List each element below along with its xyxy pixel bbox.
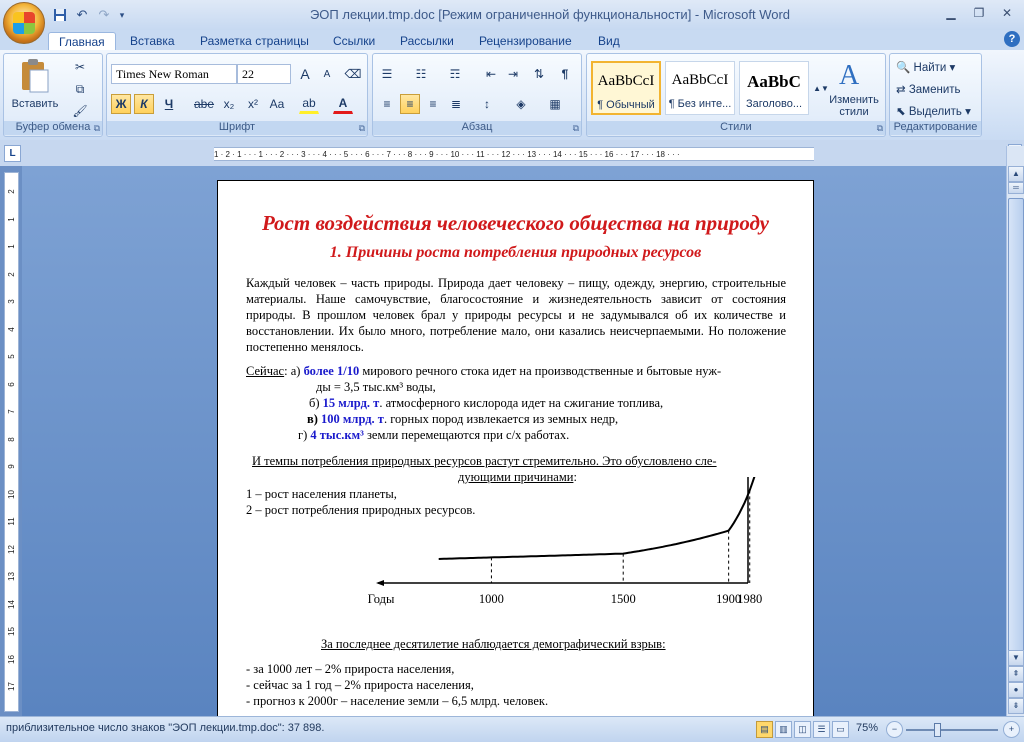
sort-icon[interactable]: ⇅	[533, 67, 545, 81]
vertical-ruler-label: 7	[7, 409, 16, 414]
paste-icon	[18, 58, 52, 94]
vertical-ruler-labels	[5, 173, 18, 711]
item-d-prefix: г)	[298, 428, 311, 442]
x-tick-label: 1000	[478, 592, 504, 606]
replace-button[interactable]	[896, 82, 961, 96]
vertical-ruler-label: 1	[7, 216, 16, 222]
vertical-scrollbar[interactable]	[1006, 146, 1024, 716]
decade-line: За последнее десятилетие наблюдается демографический взрыв:	[321, 637, 666, 651]
change-styles-button[interactable]	[825, 56, 883, 120]
tab-home[interactable]: Главная	[48, 32, 116, 50]
next-page-icon[interactable]: ⇟	[1008, 698, 1024, 714]
styles-group	[586, 53, 886, 137]
paragraph-group	[372, 53, 582, 137]
style-heading[interactable]	[739, 61, 809, 115]
title-bar	[0, 0, 1024, 30]
web-layout-icon[interactable]: ◫	[794, 721, 811, 738]
style-normal[interactable]	[591, 61, 661, 115]
replace-label: Заменить	[908, 84, 961, 96]
superscript-button[interactable]: x²	[248, 97, 258, 111]
series-line	[439, 477, 755, 559]
align-center-icon[interactable]: ≡	[400, 94, 420, 114]
undo-icon[interactable]: ↶	[76, 7, 88, 22]
vertical-ruler-label: 1	[7, 244, 16, 249]
help-icon[interactable]: ?	[1004, 31, 1020, 47]
vertical-ruler-label: 14	[7, 599, 16, 609]
scroll-down-icon[interactable]: ▼	[1008, 650, 1024, 666]
font-name-field[interactable]: Times New Roman	[111, 64, 237, 84]
paste-label: Вставить	[11, 98, 59, 110]
clipboard-group-label: Буфер обмена	[4, 121, 102, 135]
multilevel-list-icon[interactable]: ☶	[449, 67, 461, 81]
status-bar	[0, 716, 1024, 742]
style-no-spacing-name: ¶ Без инте...	[668, 98, 732, 110]
format-painter-icon[interactable]: 🖌	[72, 104, 88, 118]
vertical-ruler-label: 2	[7, 271, 16, 277]
vertical-ruler-label: 11	[7, 517, 16, 526]
tab-insert[interactable]: Вставка	[130, 34, 175, 48]
show-marks-icon[interactable]: ¶	[561, 67, 569, 81]
scroll-up-icon[interactable]: ▲	[1008, 166, 1024, 182]
vertical-ruler-label: 16	[7, 654, 16, 664]
minimize-icon[interactable]: ▁	[946, 6, 956, 20]
population-chart	[218, 477, 814, 637]
tempo-colon: :	[573, 470, 577, 484]
bullets-icon[interactable]: ☰	[381, 67, 393, 81]
print-layout-icon[interactable]: ▤	[756, 721, 773, 738]
borders-icon[interactable]: ▦	[549, 97, 561, 111]
vertical-ruler-label: 12	[7, 544, 16, 554]
office-button[interactable]	[3, 2, 45, 44]
document-title: Рост воздействия человеческого общества на природу	[261, 211, 770, 235]
find-button[interactable]: 🔍 Найти ▾	[896, 62, 956, 74]
zoom-out-icon[interactable]: −	[886, 721, 903, 738]
zoom-slider[interactable]	[906, 729, 998, 731]
vertical-ruler-label: 3	[7, 299, 16, 304]
change-styles-label: Изменить стили	[829, 94, 879, 118]
decrease-indent-icon[interactable]: ⇤	[485, 67, 497, 81]
zoom-level[interactable]: 75%	[856, 722, 879, 734]
style-normal-name: ¶ Обычный	[597, 99, 655, 111]
horizontal-ruler[interactable]: 1 · 2 · 1 · · · 1 · · · 2 · · · 3 · · · 4 · · · 5 · · · 6 · · · 7 · · · 8 · · · 9 · · · 10 · · · 11 · · · 12 · · · 13 · · · 14 · · · 15 · · · 16 · · · 17 · · · 18 · · ·	[214, 147, 814, 161]
tempo-line-1: И темпы потребления природных ресурсов растут стремительно. Это обусловлено сле-	[252, 454, 717, 468]
underline-button[interactable]: Ч	[164, 97, 174, 111]
paragraph-dialog-launcher-icon[interactable]: ⧉	[572, 123, 579, 133]
tab-page-layout[interactable]: Разметка страницы	[200, 34, 309, 48]
full-screen-reading-icon[interactable]: ▥	[775, 721, 792, 738]
tab-view[interactable]: Вид	[598, 34, 620, 48]
item-b-value: 15 млрд. т	[322, 396, 380, 410]
vertical-ruler-label: 4	[7, 326, 16, 332]
shrink-font-button[interactable]: A	[323, 68, 331, 80]
item-a-continuation: ды = 3,5 тыс.км³ воды,	[316, 380, 436, 394]
quick-access-toolbar	[50, 5, 128, 25]
reason-2: 2 – рост потребления природных ресурсов.	[246, 503, 476, 517]
style-no-spacing-preview: AaBbCcI	[671, 72, 729, 88]
item-c-text: . горных пород извлекается из земных недр,	[383, 412, 619, 426]
word-count-status[interactable]: приблизительное число знаков "ЭОП лекции.tmp.doc": 37 898.	[6, 722, 325, 734]
zoom-in-icon[interactable]: +	[1003, 721, 1020, 738]
item-d-value: 4 тыс.км³	[310, 428, 364, 442]
zoom-slider-thumb[interactable]	[934, 723, 941, 737]
previous-page-icon[interactable]: ⇞	[1008, 666, 1024, 682]
scroll-thumb[interactable]	[1008, 198, 1024, 668]
styles-group-label: Стили	[587, 121, 885, 135]
clipboard-group	[3, 53, 103, 137]
style-heading-name: Заголово...	[745, 98, 803, 110]
vertical-ruler-label: 9	[7, 464, 16, 469]
grow-font-button[interactable]: A	[300, 66, 310, 82]
vertical-ruler-label: 5	[7, 354, 16, 359]
change-case-button[interactable]: Aa	[269, 97, 285, 111]
strikethrough-button[interactable]: abe	[194, 97, 215, 111]
italic-button[interactable]: К	[134, 94, 154, 114]
save-icon[interactable]	[50, 6, 70, 24]
subscript-button[interactable]: x₂	[223, 97, 235, 111]
find-label: Найти	[913, 62, 947, 74]
draft-view-icon[interactable]: ▭	[832, 721, 849, 738]
ribbon-tabs	[0, 30, 1024, 50]
line-spacing-icon[interactable]: ↕	[484, 97, 490, 111]
close-icon[interactable]: ✕	[1001, 6, 1013, 20]
item-b-prefix: б)	[309, 396, 323, 410]
font-dialog-launcher-icon[interactable]: ⧉	[358, 123, 365, 133]
justify-icon[interactable]: ≣	[450, 97, 462, 111]
item-a-prefix: : а)	[284, 364, 304, 378]
clear-format-icon[interactable]: ⌫	[344, 67, 362, 81]
vertical-ruler-label: 17	[7, 682, 16, 691]
shading-icon[interactable]: ◈	[516, 97, 526, 111]
vertical-ruler-label: 13	[7, 572, 16, 581]
font-group-label: Шрифт	[107, 121, 367, 135]
qat-dropdown-icon[interactable]: ▾	[119, 9, 125, 20]
vertical-ruler-label: 2	[7, 189, 16, 194]
document-page[interactable]	[217, 180, 814, 720]
style-no-spacing[interactable]	[665, 61, 735, 115]
select-label: Выделить	[908, 106, 962, 118]
bullet-2: - сейчас за 1 год – 2% прироста населения,	[246, 678, 474, 692]
numbering-icon[interactable]: ☷	[415, 67, 427, 81]
dialog-launcher-icon[interactable]: ⧉	[93, 123, 100, 133]
increase-indent-icon[interactable]: ⇥	[507, 67, 519, 81]
item-d-line	[298, 427, 569, 443]
styles-dialog-launcher-icon[interactable]: ⧉	[876, 123, 883, 133]
select-icon: ⬉	[896, 106, 906, 118]
item-a-value: более 1/10	[303, 364, 360, 378]
copy-icon[interactable]: ⧉	[75, 81, 85, 96]
redo-icon[interactable]: ↷	[98, 7, 110, 22]
x-tick-label: 1980	[737, 592, 763, 606]
highlight-icon[interactable]: ab	[299, 94, 319, 114]
align-left-icon[interactable]: ≡	[383, 97, 391, 111]
now-label: Сейчас	[246, 364, 285, 378]
find-icon: 🔍	[896, 62, 911, 74]
item-a-line	[246, 363, 721, 379]
item-c-value: 100 млрд. т	[321, 412, 384, 426]
font-group	[106, 53, 368, 137]
intro-paragraph: Каждый человек – часть природы. Природа дает человеку – пищу, одежду, энергию, строительные материалы. Наше самочувствие, благосостояние и жизнедеятельность зависит от состояния природы. В прошлом человек брал у природы ресурсы и не задумывался об их количестве и восстановлении. Их было много, потребление мало, они казались неисчерпаемыми. Но положение постепенно менялось.	[246, 276, 786, 354]
document-subtitle: 1. Причины роста потребления природных ресурсов	[329, 244, 702, 261]
cut-icon[interactable]: ✂	[74, 60, 86, 74]
vertical-ruler-label: 6	[7, 381, 16, 387]
paragraph-group-label: Абзац	[373, 121, 581, 135]
change-styles-icon: A	[839, 60, 860, 91]
item-b-text: . атмосферного кислорода идет на сжигание топлива,	[379, 396, 664, 410]
reason-1: 1 – рост населения планеты,	[246, 487, 397, 501]
vertical-ruler-label: 8	[7, 436, 16, 442]
editing-group	[889, 53, 982, 137]
x-tick-label: 1900	[716, 592, 742, 606]
bullet-3: - прогноз к 2000г – население земли – 6,5 млрд. человек.	[246, 694, 549, 708]
item-c-prefix: в)	[307, 412, 322, 426]
tab-mailings[interactable]: Рассылки	[400, 34, 454, 48]
tab-references[interactable]: Ссылки	[333, 34, 376, 48]
tab-selector-button[interactable]: L	[4, 145, 21, 162]
item-b-line	[309, 395, 663, 411]
vertical-ruler-label: 15	[7, 627, 16, 636]
styles-scroll-icon[interactable]: ▲▼	[813, 83, 829, 93]
item-c-line	[307, 411, 618, 427]
office-logo-icon	[13, 12, 35, 34]
bold-button[interactable]: Ж	[111, 94, 131, 114]
outline-view-icon[interactable]: ☰	[813, 721, 830, 738]
window-title: ЭОП лекции.tmp.doc [Режим ограниченной функциональности] - Microsoft Word	[309, 7, 791, 22]
ruler-area	[0, 140, 1024, 166]
align-right-icon[interactable]: ≡	[429, 97, 437, 111]
browse-object-icon[interactable]: ●	[1008, 682, 1024, 698]
editing-group-label: Редактирование	[890, 121, 981, 135]
font-color-icon[interactable]: A	[333, 94, 353, 114]
x-axis-label: Годы	[367, 592, 395, 606]
paste-button[interactable]	[10, 56, 60, 118]
restore-icon[interactable]: ❐	[973, 6, 985, 20]
bullet-1: - за 1000 лет – 2% прироста населения,	[246, 662, 455, 676]
item-a-text: мирового речного стока идет на производственные и бытовые нуж-	[359, 364, 722, 378]
font-size-field[interactable]: 22	[237, 64, 291, 84]
select-button[interactable]: ⬉ Выделить ▾	[896, 106, 971, 118]
tempo-line-2-text: дующими причинами	[458, 470, 574, 484]
ribbon	[0, 50, 1024, 140]
split-handle-icon[interactable]: ═	[1008, 182, 1024, 194]
replace-icon: ⇄	[896, 84, 906, 96]
item-d-text: земли перемещаются при с/х работах.	[363, 428, 570, 442]
x-tick-label: 1500	[610, 592, 636, 606]
tab-review[interactable]: Рецензирование	[479, 34, 572, 48]
vertical-ruler-label: 10	[7, 489, 16, 499]
vertical-ruler[interactable]	[4, 172, 19, 712]
style-normal-preview: AaBbCcI	[597, 73, 655, 89]
x-axis-arrow	[376, 580, 384, 586]
style-heading-preview: AaBbC	[747, 72, 801, 91]
